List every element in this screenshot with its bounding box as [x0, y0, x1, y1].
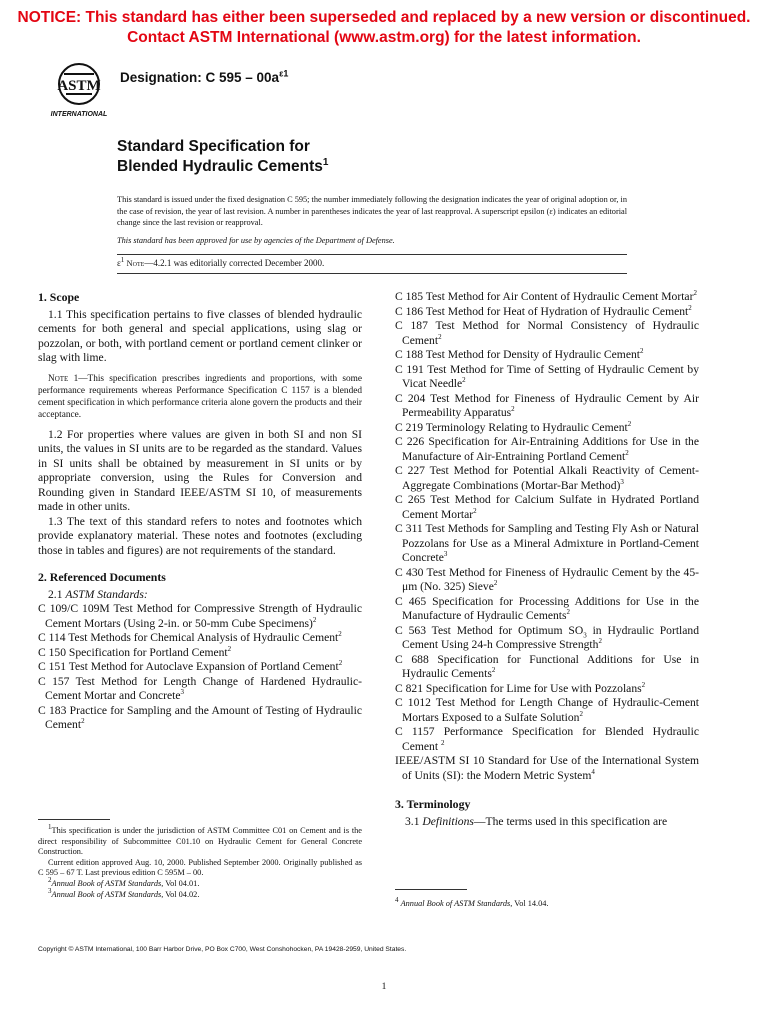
reference-sup: 2 [473, 506, 477, 515]
reference-item [395, 493, 699, 522]
footnote-sup: 1 [48, 823, 52, 832]
reference-item [395, 348, 699, 363]
reference-list-left [38, 602, 362, 733]
reference-text: C 187 Test Method for Normal Consistency of Hydraulic Cement [395, 319, 699, 347]
reference-sup: 2 [312, 615, 317, 624]
reference-sup: 2 [566, 608, 571, 617]
epsilon-symbol: ε [117, 258, 121, 268]
copyright-line: Copyright © ASTM International, 100 Barr Harbor Drive, PO Box C700, West Conshohocken, PA 19428-2959, United States. [38, 946, 407, 953]
scope-heading: 1. Scope [38, 290, 80, 304]
page-number: 1 [381, 982, 387, 992]
note-label: Note [48, 373, 69, 384]
reference-item [395, 290, 699, 305]
reference-item [395, 421, 699, 436]
definitions-label: Definitions [422, 814, 474, 828]
reference-sup: 2 [688, 303, 692, 312]
title-line-2: Blended Hydraulic Cements [117, 158, 323, 175]
astm-logo [46, 60, 116, 120]
reference-item [395, 624, 699, 653]
reference-item [395, 319, 699, 348]
terminology-3-1 [395, 815, 699, 830]
footnote-rule-left [38, 819, 110, 820]
svg-text:ASTM: ASTM [57, 78, 101, 94]
reference-text: C 114 Test Methods for Chemical Analysis of Hydraulic Cement [38, 631, 339, 644]
reference-sup: 2 [625, 448, 629, 457]
notice-line-1: NOTICE: This standard has either been superseded and replaced by a new version or discontinued. [17, 9, 751, 26]
terminology-text: —The terms used in this specification are [473, 814, 668, 828]
astm-logo-icon [46, 60, 116, 120]
reference-sup: 2 [511, 405, 515, 414]
reference-text: C 151 Test Method for Autoclave Expansion of Portland Cement [38, 660, 339, 673]
scope-1-2: 1.2 For properties where values are given in both SI and non SI units, the values in SI units are to be regarded as the standard. Values in SI units shall be obtained by measurement in SI units or by appropriate conversion, using the Rules for Conversion and Rounding given in Standard IEEE/ASTM SI 10, of measurements made in other units. [38, 427, 362, 513]
footnote-text: , Vol 04.02. [161, 889, 200, 899]
reference-text: C 204 Test Method for Fineness of Hydraulic Cement by Air Permeability Apparatus [395, 391, 699, 419]
reference-list-right [395, 290, 699, 754]
reference-text: C 157 Test Method for Length Change of Hardened Hydraulic-Cement Mortar and Concrete [38, 674, 362, 702]
footnote-4-italic: Annual Book of ASTM Standards [400, 899, 511, 908]
reference-sup: 2 [491, 666, 496, 675]
reference-text: C 226 Specification for Air-Entraining Additions for Use in the Manufacture of Air-Entraining Portland Cement [395, 435, 699, 463]
reference-text: C 430 Test Method for Fineness of Hydraulic Cement by the 45-μm (No. 325) Sieve [395, 565, 699, 593]
reference-item [395, 725, 699, 754]
reference-item [395, 682, 699, 697]
reference-item [395, 566, 699, 595]
reference-item [395, 464, 699, 493]
designation-sup: ε1 [279, 68, 289, 79]
reference-ieee-text: IEEE/ASTM SI 10 Standard for Use of the International System of Units (SI): the Modern Metric System [395, 754, 699, 782]
scope-note-1 [38, 373, 362, 421]
footnote-text: This specification is under the jurisdiction of ASTM Committee C01 on Cement and is the direct responsibility of Subcommittee C01.10 on Hydraulic Cement for General Concrete Construction. [38, 826, 362, 857]
reference-text: C 465 Specification for Processing Additions for Use in the Manufacture of Hydraulic Cements [395, 594, 699, 622]
footnote [38, 858, 362, 879]
scope-1-1: 1.1 This specification pertains to five classes of blended hydraulic cements for both general and special applications, using slag or pozzolan, or both, with portland cement or portland cement clinker or slag with lime. [38, 307, 362, 364]
reference-sup: 3 [443, 550, 448, 559]
dod-approval: This standard has been approved for use by agencies of the Department of Defense. [117, 236, 395, 245]
editorial-note-text: —4.2.1 was editorially corrected December 2000. [144, 258, 325, 268]
reference-sup: 2 [693, 289, 697, 298]
reference-text: C 219 Terminology Relating to Hydraulic Cement [395, 420, 628, 434]
reference-sup: 2 [627, 419, 632, 428]
reference-sup: 2 [81, 717, 85, 726]
reference-sup: 2 [579, 709, 583, 718]
reference-sup: 2 [440, 738, 445, 747]
reference-sup: 2 [598, 637, 602, 646]
document-title [117, 137, 328, 177]
editorial-note [117, 258, 324, 268]
refdocs-2-1-num: 2.1 [48, 587, 66, 601]
reference-text: C 265 Test Method for Calcium Sulfate in Hydrated Portland Cement Mortar [395, 493, 699, 521]
scope-1-3: 1.3 The text of this standard refers to notes and footnotes which provide explanatory material. These notes and footnotes (excluding those in tables and figures) are not requirements of the standard. [38, 514, 362, 557]
reference-item [395, 363, 699, 392]
reference-text: C 188 Test Method for Density of Hydraulic Cement [395, 348, 640, 361]
reference-ieee-si10 [395, 754, 699, 783]
reference-item [395, 595, 699, 624]
designation-text: Designation: C 595 – 00a [120, 70, 280, 85]
footnote-4-sup: 4 [395, 896, 399, 905]
supersede-notice [0, 8, 768, 48]
reference-sup: 3 [180, 688, 185, 697]
reference-item [38, 602, 362, 631]
footnote-italic: Annual Book of ASTM Standards [51, 889, 162, 899]
footnote-rule-right [395, 889, 467, 890]
terminology-num: 3.1 [405, 814, 423, 828]
reference-item [38, 646, 362, 661]
reference-sup: 2 [338, 630, 342, 639]
footnote-text: , Vol 04.01. [161, 878, 200, 888]
reference-ieee-sup: 4 [591, 767, 595, 776]
svg-text:INTERNATIONAL: INTERNATIONAL [50, 111, 108, 118]
reference-sup: 2 [462, 376, 466, 385]
reference-item [38, 675, 362, 704]
reference-text: C 821 Specification for Lime for Use with Pozzolans [395, 681, 642, 695]
reference-sup: 2 [438, 332, 442, 341]
footnote-italic: Annual Book of ASTM Standards [51, 878, 162, 888]
reference-sup: 2 [641, 680, 646, 689]
reference-sup: 2 [493, 579, 498, 588]
note-text: 1—This specification prescribes ingredients and proportions, with some performance requirements whereas Performance Specification C 1157 is a blended cement specification in which performance criteria alone govern the products and their acceptance. [38, 373, 362, 420]
reference-text: C 150 Specification for Portland Cement [38, 645, 228, 659]
issued-statement: This standard is issued under the fixed designation C 595; the number immediately following the designation indicates the year of original adoption or, in the case of revision, the year of last revision. A number in parentheses indicates the year of last reapproval. A superscript epsilon (ε) indicates an editorial change since the last revision or reapproval. [117, 195, 627, 227]
terminology-heading: 3. Terminology [395, 797, 471, 811]
footnote [38, 886, 362, 901]
reference-text: C 1157 Performance Specification for Blended Hydraulic Cement [395, 725, 699, 753]
footnote [38, 876, 362, 890]
editorial-note-label: Note [126, 258, 145, 268]
reference-item [395, 392, 699, 421]
reference-item [395, 522, 699, 566]
reference-text: in Hydraulic Portland Cement Using 24-h Compressive Strength [402, 623, 700, 651]
reference-text: C 185 Test Method for Air Content of Hydraulic Cement Mortar [395, 290, 694, 303]
header-rule-bottom [117, 273, 627, 274]
refdocs-2-1 [38, 588, 362, 603]
astm-standards-label: ASTM Standards: [65, 587, 148, 601]
reference-text: C 1012 Test Method for Length Change of Hydraulic-Cement Mortars Exposed to a Sulfate Solution [395, 696, 699, 724]
designation [120, 70, 288, 85]
reference-text: C 183 Practice for Sampling and the Amount of Testing of Hydraulic Cement [38, 703, 362, 731]
left-column [38, 290, 362, 733]
reference-text: C 186 Test Method for Heat of Hydration of Hydraulic Cement [395, 304, 689, 318]
footnote [38, 823, 362, 858]
footnote-sup: 3 [48, 886, 52, 895]
footnotes-left [38, 823, 362, 900]
right-column [395, 290, 699, 829]
reference-item [38, 631, 362, 646]
reference-item [395, 305, 699, 320]
refdocs-heading: 2. Referenced Documents [38, 570, 166, 584]
reference-sup: 3 [620, 477, 624, 486]
footnote-4 [395, 896, 699, 910]
title-footnote-ref: 1 [322, 156, 329, 168]
epsilon-sup: 1 [120, 256, 125, 264]
reference-sup: 2 [227, 644, 232, 653]
title-line-1: Standard Specification for [117, 138, 310, 155]
footnote-sup: 2 [48, 876, 52, 885]
reference-item [395, 653, 699, 682]
reference-sub: 3 [583, 630, 587, 639]
reference-text: C 311 Test Methods for Sampling and Testing Fly Ash or Natural Pozzolans for Use as a Mineral Admixture in Portland-Cement Concrete [395, 522, 699, 564]
reference-text: C 563 Test Method for Optimum SO [395, 623, 584, 637]
footnote-text: Current edition approved Aug. 10, 2000. Published September 2000. Originally published as C 595 – 67 T. Last previous edition C 595M – 00. [38, 857, 362, 878]
reference-sup: 2 [639, 347, 644, 356]
reference-text: C 227 Test Method for Potential Alkali Reactivity of Cement-Aggregate Combinations (Mortar-Bar Method) [395, 464, 699, 492]
reference-sup: 2 [338, 659, 343, 668]
reference-text: C 109/C 109M Test Method for Compressive Strength of Hydraulic Cement Mortars (Using 2-in. or 50-mm Cube Specimens) [38, 602, 362, 630]
reference-item [38, 660, 362, 675]
reference-text: C 688 Specification for Functional Additions for Use in Hydraulic Cements [395, 652, 699, 680]
reference-text: C 191 Test Method for Time of Setting of Hydraulic Cement by Vicat Needle [395, 362, 699, 390]
notice-line-2: Contact ASTM International (www.astm.org) for the latest information. [127, 29, 641, 46]
reference-item [395, 435, 699, 464]
footnote-4-text: , Vol 14.04. [510, 899, 549, 908]
reference-item [38, 704, 362, 733]
header-rule-top [117, 254, 627, 255]
reference-item [395, 696, 699, 725]
